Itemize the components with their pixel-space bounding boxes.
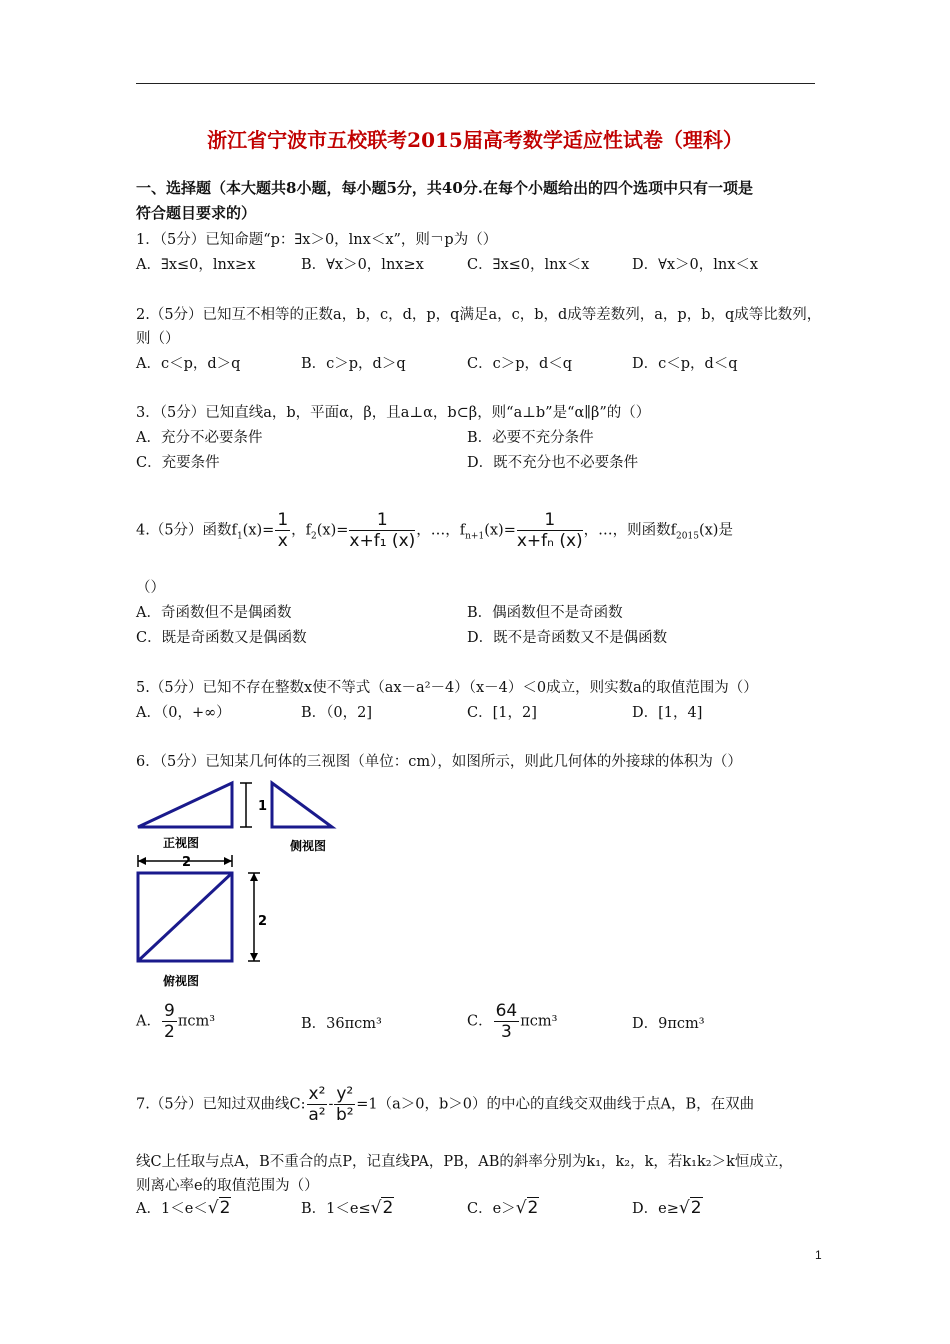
- q4-f2-label: ，f: [291, 522, 312, 539]
- q4-paren: （）: [136, 580, 165, 596]
- q4-option-a: A．奇函数但不是偶函数: [136, 605, 292, 621]
- side-view-label: 侧视图: [290, 839, 327, 853]
- q3-option-b: B．必要不充分条件: [467, 430, 594, 446]
- q5-option-a: A．（0，+∞）: [136, 705, 231, 721]
- q2-stem-line1: 2.（5分）已知互不相等的正数a，b，c，d，p，q满足a，c，b，d成等差数列，a，p，b，q成等比数列，: [136, 307, 822, 323]
- q4-f1: (x)=: [242, 522, 275, 539]
- q4-fn-num: 1: [517, 510, 583, 531]
- q1-option-c: C．∃x≤0，lnx＜x: [467, 257, 590, 273]
- q1-option-d: D．∀x＞0，lnx＜x: [632, 257, 759, 273]
- q6-option-c: C． $\frac{64}{3}$ πcm³: [467, 1001, 558, 1042]
- three-view-figure: [130, 775, 350, 995]
- q4-suffix-end: (x)是: [698, 522, 733, 539]
- q1-option-a: A．∃x≤0，lnx≥x: [136, 257, 256, 273]
- q4-fn-sub: n+1: [465, 531, 485, 542]
- top-view-label: 俯视图: [163, 974, 200, 988]
- page-title: 浙江省宁波市五校联考2015届高考数学适应性试卷（理科）: [207, 128, 743, 152]
- sqrt-icon: √2: [207, 1198, 231, 1218]
- q7-stem-line3: 则离心率e的取值范围为（）: [136, 1178, 319, 1194]
- q4-suffix-sub: 2015: [676, 531, 699, 542]
- front-view-label: 正视图: [163, 836, 200, 850]
- height-dimension-label: 1: [258, 799, 268, 814]
- section-heading-line2: 符合题目要求的）: [136, 204, 257, 222]
- q2-option-c: C．c＞p，d＜q: [467, 356, 573, 372]
- q3-option-d: D．既不充分也不必要条件: [467, 455, 639, 471]
- q7-option-b: B．1＜e≤√2: [301, 1198, 394, 1218]
- sqrt-icon: √2: [370, 1198, 394, 1218]
- section-heading-line1: 一、选择题（本大题共8小题，每小题5分，共40分.在每个小题给出的四个选项中只有一项是: [136, 179, 753, 197]
- q4-f1-num: 1: [277, 510, 289, 530]
- q1-stem: 1．（5分）已知命题“p：∃x＞0，lnx＜x”，则￢p为（）: [136, 232, 498, 248]
- q7-stem-line2: 线C上任取与点A，B不重合的点P，记直线PA，PB，AB的斜率分别为k₁，k₂，k，若k₁k₂＞k恒成立，: [136, 1154, 793, 1170]
- q4-f1-den: x: [277, 531, 288, 551]
- q2-stem-line2: 则（）: [136, 331, 180, 347]
- q4-f1-fraction: [275, 510, 290, 551]
- q2-option-a: A．c＜p，d＞q: [136, 356, 241, 372]
- q6-option-d: D．9πcm³: [632, 1016, 705, 1032]
- q4-option-b: B．偶函数但不是奇函数: [467, 605, 623, 621]
- q5-option-c: C．[1，2]: [467, 705, 537, 721]
- q6-option-b: B．36πcm³: [301, 1016, 382, 1032]
- q4-f2-fraction: [349, 510, 415, 551]
- sqrt-icon: √2: [515, 1198, 539, 1218]
- q6-option-c-fraction: $\frac{64}{3}$: [495, 1001, 518, 1042]
- top-view-diagonal: [138, 873, 232, 961]
- q4-prefix: 4.（5分）函数f: [136, 522, 237, 539]
- q3-stem: 3．（5分）已知直线a，b，平面α，β，且a⊥α，b⊂β，则“a⊥b”是“α∥β”的（）: [136, 405, 651, 421]
- q4-fn-label: ，…，f: [416, 522, 466, 539]
- header-rule: [136, 83, 815, 84]
- width-dimension-label: 2: [182, 855, 192, 870]
- q4-fn-fraction: [517, 510, 583, 551]
- q1-option-b: B．∀x＞0，lnx≥x: [301, 257, 424, 273]
- sqrt-icon: √2: [678, 1198, 702, 1218]
- q4-stem: 4.（5分）函数$f_1(x)=$ $\frac{1}{x}$ ，$f_2(x)=$ $\frac{1}{\text{x+f₁ (x)}}$ ，…，$f_{n+1}(x)=$ $\frac{1}{\text{x+fₙ (x)}}$ ，…，则函数$f_{2015}(x)$是: [136, 510, 733, 551]
- q4-option-c: C．既是奇函数又是偶函数: [136, 630, 307, 646]
- q2-option-d: D．c＜p，d＜q: [632, 356, 738, 372]
- q7-option-d: D．e≥√2: [632, 1198, 702, 1218]
- q7-option-c: C．e＞√2: [467, 1198, 539, 1218]
- q6-option-a-fraction: $\frac{9}{2}$: [163, 1001, 175, 1042]
- q5-stem: 5.（5分）已知不存在整数x使不等式（ax－a²－4）（x－4）＜0成立，则实数a的取值范围为（）: [136, 680, 758, 696]
- q4-option-d: D．既不是奇函数又不是偶函数: [467, 630, 668, 646]
- page-number: 1: [815, 1248, 822, 1262]
- q5-option-b: B．（0，2]: [301, 705, 373, 721]
- q7-option-a: A．1＜e＜√2: [136, 1198, 231, 1218]
- q6-stem: 6．（5分）已知某几何体的三视图（单位：cm），如图所示，则此几何体的外接球的体积为（）: [136, 754, 742, 770]
- q3-option-a: A．充分不必要条件: [136, 430, 263, 446]
- q7-stem-line1: 7.（5分）已知过双曲线C: $\frac{\text{x²}}{\text{a²}}$ - $\frac{\text{y²}}{\text{b²}}$ =1（a＞0，b＞0）的中心的直线交双曲线于点A，B，在双曲: [136, 1084, 755, 1125]
- q5-option-d: D．[1，4]: [632, 705, 703, 721]
- q4-suffix: ，…，则函数f: [583, 522, 677, 539]
- q2-option-b: B．c＞p，d＞q: [301, 356, 406, 372]
- q4-f2-num: 1: [349, 510, 415, 531]
- q4-fn-den: x+fₙ (x): [516, 531, 583, 551]
- q3-option-c: C．充要条件: [136, 455, 220, 471]
- q4-f2-den: x+f₁ (x): [349, 531, 416, 551]
- depth-dimension-label: 2: [258, 914, 268, 929]
- q4-fn: (x)=: [484, 522, 516, 539]
- q7-fraction-y: $\frac{\text{y²}}{\text{b²}}$: [335, 1084, 354, 1125]
- q4-f2: (x)=: [316, 522, 349, 539]
- q7-fraction-x: $\frac{\text{x²}}{\text{a²}}$: [308, 1084, 326, 1125]
- side-view-triangle: [272, 783, 332, 827]
- front-view-triangle: [138, 783, 232, 827]
- q6-option-a: A． $\frac{9}{2}$ πcm³: [136, 1001, 216, 1042]
